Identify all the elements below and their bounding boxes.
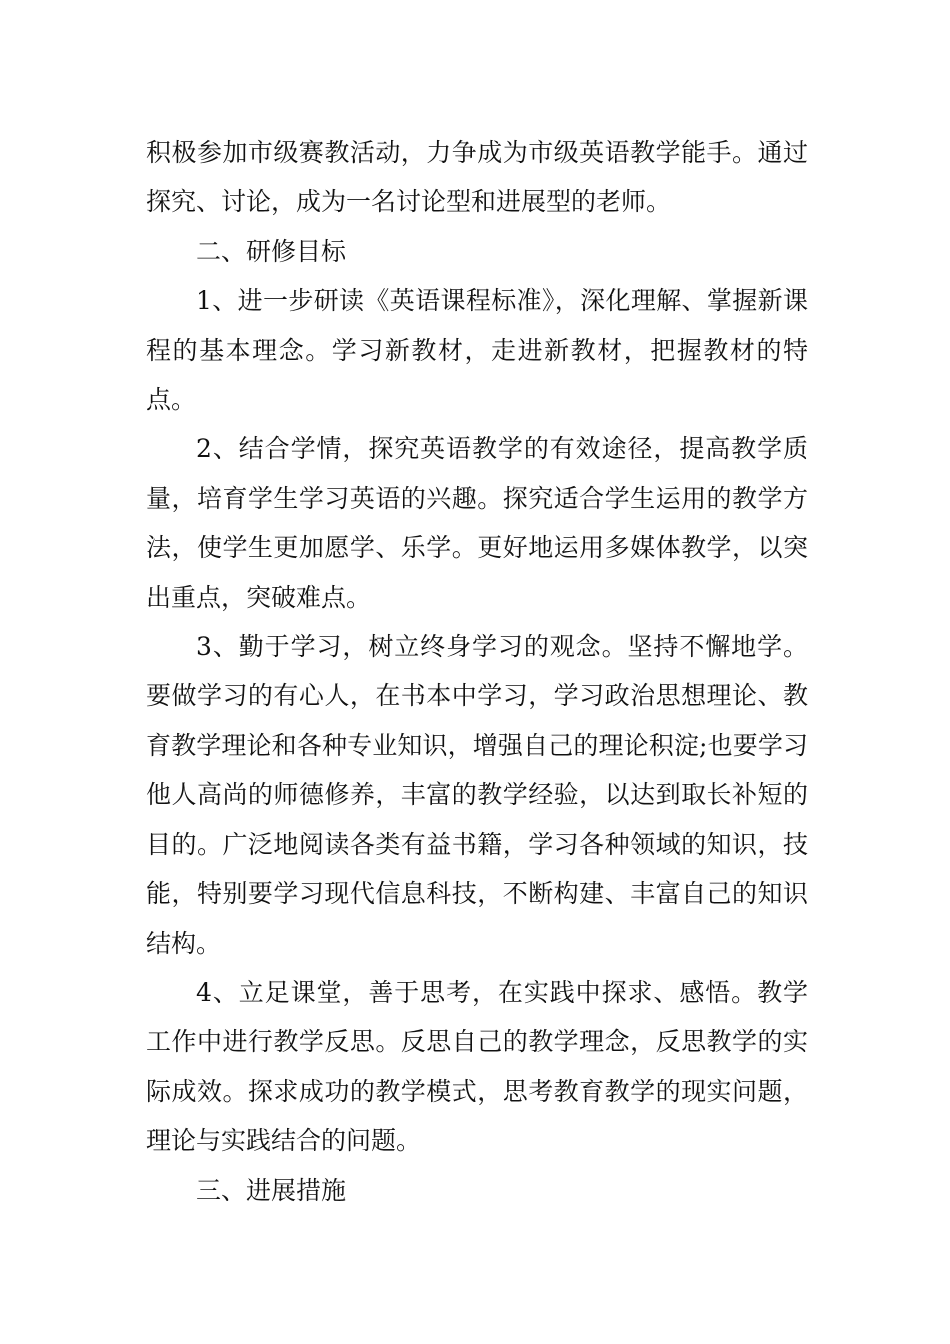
paragraph-intro: 积极参加市级赛教活动，力争成为市级英语教学能手。通过探究、讨论，成为一名讨论型和进展型的老师。 [146,138,808,217]
paragraph-goal-4: 4、立足课堂，善于思考，在实践中探求、感悟。教学工作中进行教学反思。反思自己的教学理念，反思教学的实际成效。探求成功的教学模式，思考教育教学的现实问题，理论与实践结合的问题。 [146,977,808,1156]
paragraph-goal-2: 2、结合学情，探究英语教学的有效途径，提高教学质量，培育学生学习英语的兴趣。探究适合学生运用的教学方法，使学生更加愿学、乐学。更好地运用多媒体教学，以突出重点，突破难点。 [146,434,808,612]
paragraph-goal-3: 3、勤于学习，树立终身学习的观念。坚持不懈地学。要做学习的有心人，在书本中学习，学习政治思想理论、教育教学理论和各种专业知识，增强自己的理论积淀;也要学习他人高尚的师德修养，丰富的教学经验，以达到取长补短的目的。广泛地阅读各类有益书籍，学习各种领域的知识，技能，特别要学习现代信息科技，不断构建、丰富自己的知识结构。 [146,632,808,958]
document-body [146,128,808,1215]
heading-progress-measures: 三、进展措施 [196,1175,347,1205]
heading-research-goals: 二、研修目标 [196,236,347,266]
paragraph-goal-1: 1、进一步研读《英语课程标准》，深化理解、掌握新课程的基本理念。学习新教材，走进新教材，把握教材的特点。 [146,286,808,415]
